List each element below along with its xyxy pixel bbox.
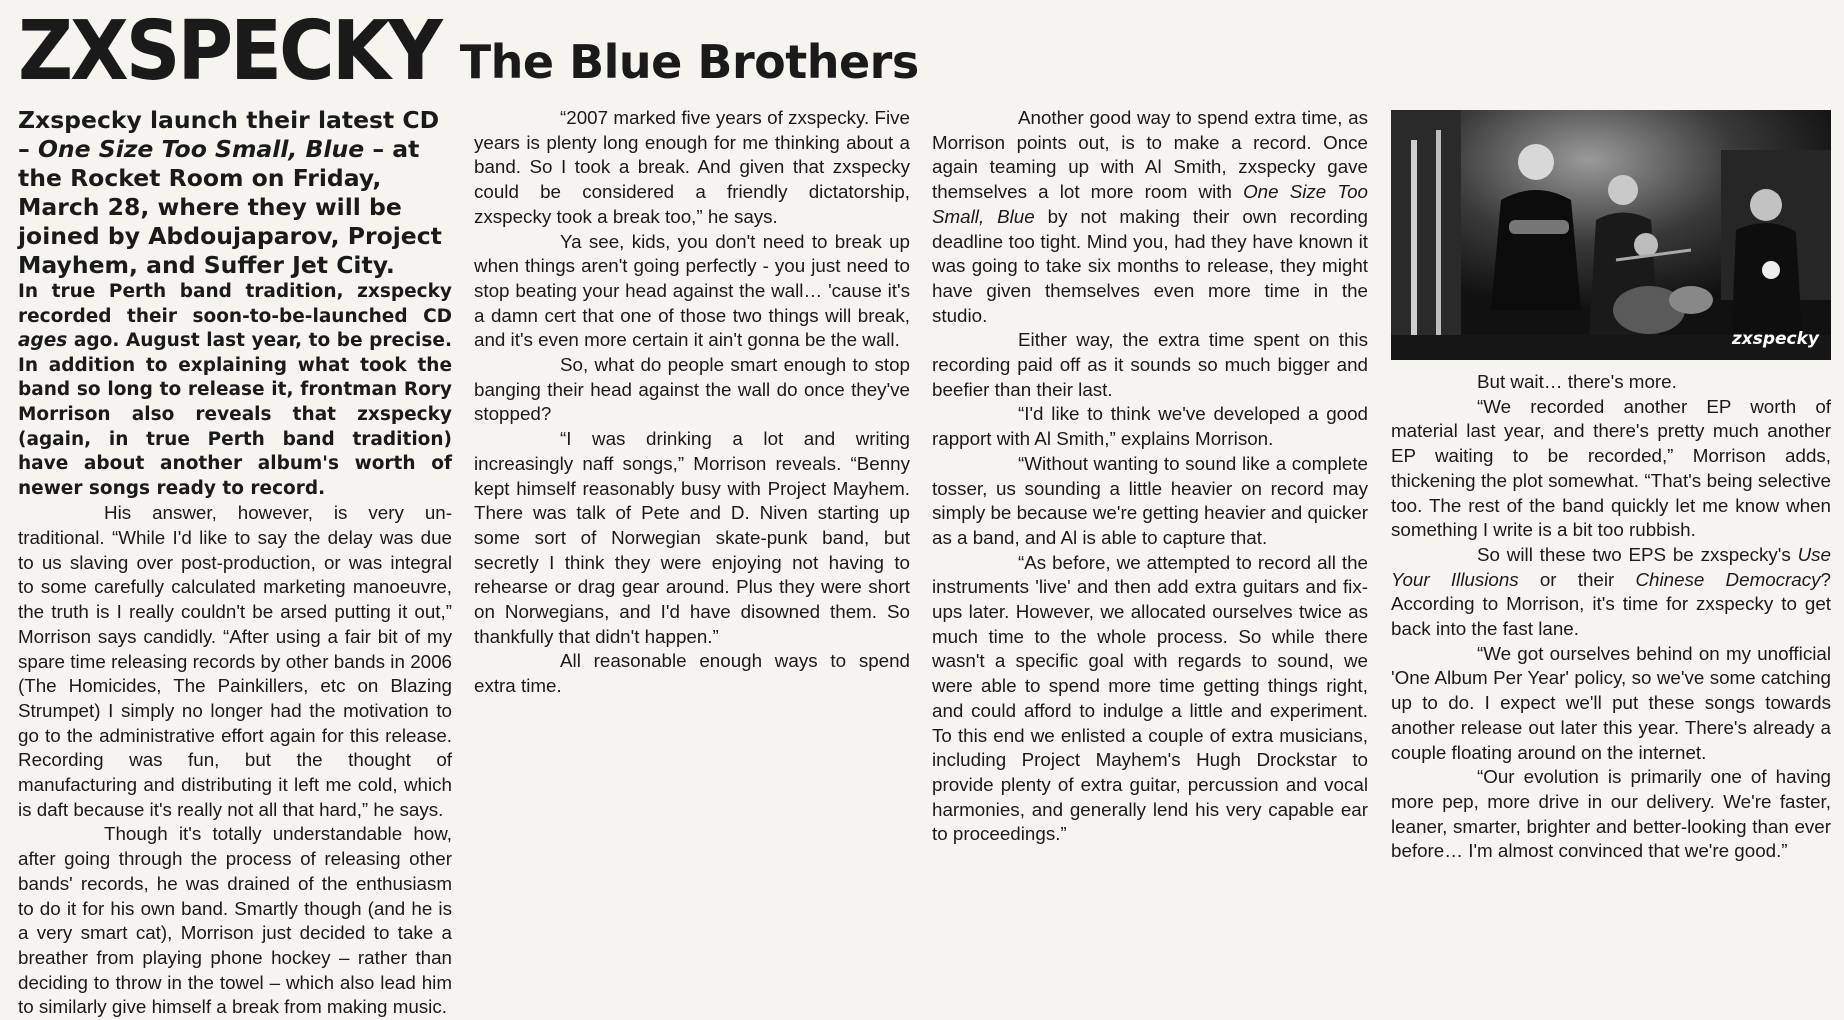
body-paragraph: “I'd like to think we've developed a good rapport with Al Smith,” explains Morrison. — [932, 403, 1368, 450]
body-paragraph: “We recorded another EP worth of material last year, and there's pretty much another EP waiting to be recorded,” Morrison adds, thickening the plot somewhat. “That's being selective too. The rest of the band quickly let me know when something I write is a bit too rubbish. — [1391, 395, 1831, 541]
column-3 — [932, 106, 1368, 847]
body-paragraph: “2007 marked five years of zxspecky. Five years is plenty long enough for me thinking about a band. So I took a break. And given that zxspecky could be considered a friendly dictatorship, zxspecky took a break too,” he says. — [474, 107, 910, 227]
body-paragraph: So will these two EPS be zxspecky's Use Your Illusions or their Chinese Democracy? According to Morrison, it's time for zxspecky to get back into the fast lane. — [1391, 543, 1831, 640]
masthead — [18, 2, 919, 99]
article-headline: The Blue Brothers — [459, 35, 919, 89]
body-paragraph: Ya see, kids, you don't need to break up when things aren't going perfectly - you just need to stop beating your head against the wall… 'cause it's a damn cert that one of those two things will break, and it's even more certain it ain't gonna be the wall. — [474, 230, 910, 351]
body-paragraph: All reasonable enough ways to spend extra time. — [474, 650, 910, 697]
body-paragraph: But wait… there's more. — [1477, 371, 1677, 392]
body-paragraph: Though it's totally understandable how, after going through the process of releasing other bands' records, he was drained of the enthusiasm to do it for his own band. Smartly though (and he is a very smart cat), Morrison just decided to take a breather from playing phone hockey – rather than deciding to throw in the towel – which also lead him to similarly give himself a break from making music. — [18, 823, 452, 1018]
band-name-title: ZXSPECKY — [18, 2, 440, 99]
body-paragraph: So, what do people smart enough to stop banging their head against the wall do once they've stopped? — [474, 354, 910, 425]
intro-paragraph: Zxspecky launch their latest CD – One Size Too Small, Blue – at the Rocket Room on Friday, March 28, where they will be joined by Abdoujaparov, Project Mayhem, and Suffer Jet City. — [18, 106, 442, 279]
body-paragraph: “We got ourselves behind on my unofficial 'One Album Per Year' policy, so we've some catching up to do. I expect we'll put these songs towards another release out later this year. There's already a couple floating around on the internet. — [1391, 642, 1831, 763]
body-paragraph: “Our evolution is primarily one of having more pep, more drive in our delivery. We're faster, leaner, smarter, brighter and better-looking than ever before… I'm almost convinced that we're good.” — [1391, 766, 1831, 862]
body-paragraph: Another good way to spend extra time, as Morrison points out, is to make a record. Once again teaming up with Al Smith, zxspecky gave themselves a lot more room with One Size Too Small, Blue by not making their own recording deadline too tight. Mind you, had they have known it was going to take six months to release, they might have given themselves even more time in the studio. — [932, 107, 1369, 326]
body-paragraph: “I was drinking a lot and writing increasingly naff songs,” Morrison reveals. “Benny kept himself reasonably busy with Project Mayhem. There was talk of Pete and D. Niven starting up some sort of Norwegian skate-punk band, but secretly I think they were enjoying not having to rehearse or drag gear around. Plus they were short on Norwegians, and I'd have disowned them. So thankfully that didn't happen.” — [474, 428, 910, 647]
body-paragraph: “Without wanting to sound like a complete tosser, us sounding a little heavier on record may simply be because we're getting heavier and quicker as a band, and Al is able to capture that. — [932, 452, 1368, 548]
band-photo — [1391, 110, 1831, 360]
body-paragraph: Either way, the extra time spent on this recording paid off as it sounds so much bigger and beefier than their last. — [932, 329, 1368, 400]
column-1 — [18, 106, 452, 1020]
column-4 — [1391, 110, 1831, 864]
body-paragraph: “As before, we attempted to record all the instruments 'live' and then add extra guitars and fix-ups later. However, we allocated ourselves twice as much time to the whole process. So while there wasn't a specific goal with regards to sound, we were able to spend more time getting things right, and could afford to indulge a little and experiment. To this end we enlisted a couple of extra musicians, including Project Mayhem's Hugh Drockstar to provide plenty of extra guitar, percussion and vocal harmonies, and generally lend his very capable ear to proceedings.” — [932, 551, 1368, 845]
band-photo-illustration — [1391, 110, 1831, 360]
photo-caption: zxspecky — [1731, 329, 1819, 350]
body-paragraph: His answer, however, is very un-traditional. “While I'd like to say the delay was due to us slaving over post-production, or was integral to some carefully calculated marketing manoeuvre, the truth is I really couldn't be arsed putting it out,” Morrison says candidly. “After using a fair bit of my spare time releasing records by other bands in 2006 (The Homicides, The Painkillers, etc on Blazing Strumpet) I simply no longer had the motivation to go to the administrative effort again for this release. Recording was fun, but the thought of manufacturing and distributing it left me cold, which is daft because it's really not all that hard,” he says. — [18, 502, 452, 820]
column-2 — [474, 106, 910, 699]
standfirst-paragraph: In true Perth band tradition, zxspecky recorded their soon-to-be-launched CD ages ago. August last year, to be precise. In addition to explaining what took the band so long to release it, frontman Rory Morrison also reveals that zxspecky (again, in true Perth band tradition) have about another album's worth of newer songs ready to record. — [18, 281, 452, 499]
